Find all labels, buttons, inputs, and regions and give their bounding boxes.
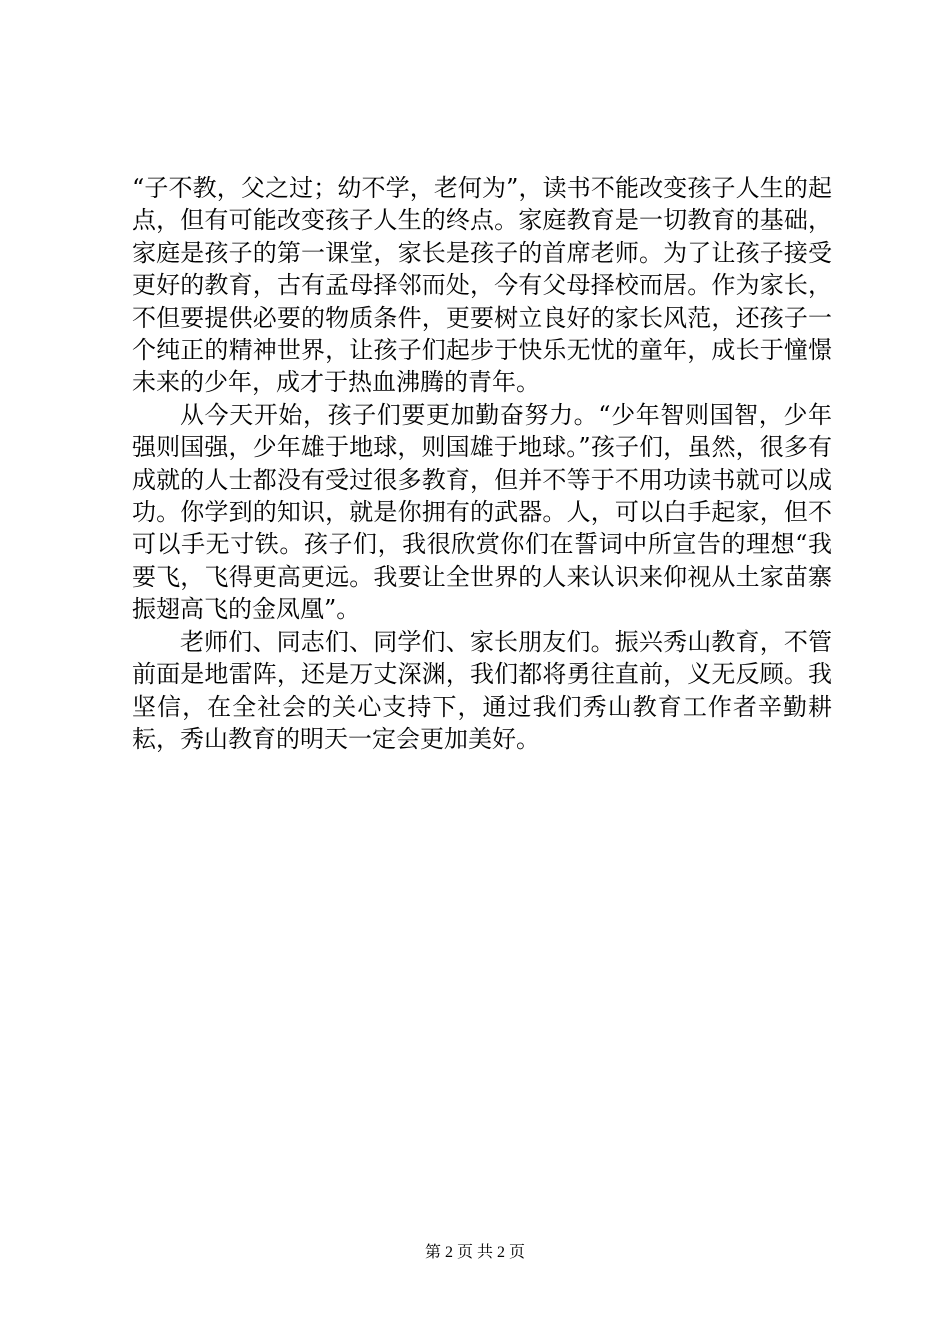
page-footer: 第 2 页 共 2 页 [424, 1244, 525, 1261]
body-text [132, 172, 832, 755]
paragraph-1: “子不教，父之过；幼不学，老何为”，读书不能改变孩子人生的起点，但有可能改变孩子人生的终点。家庭教育是一切教育的基础，家庭是孩子的第一课堂，家长是孩子的首席老师。为了让孩子接受更好的教育，古有孟母择邻而处，今有父母择校而居。作为家长，不但要提供必要的物质条件，更要树立良好的家长风范，还孩子一个纯正的精神世界，让孩子们起步于快乐无忧的童年，成长于憧憬未来的少年，成才于热血沸腾的青年。 [132, 174, 832, 397]
paragraph-3: 老师们、同志们、同学们、家长朋友们。振兴秀山教育，不管前面是地雷阵，还是万丈深渊，我们都将勇往直前，义无反顾。我坚信，在全社会的关心支持下，通过我们秀山教育工作者辛勤耕耘，秀山教育的明天一定会更加美好。 [132, 627, 832, 753]
paragraph-2: 从今天开始，孩子们要更加勤奋努力。“少年智则国智，少年强则国强，少年雄于地球，则国雄于地球。”孩子们，虽然，很多有成就的人士都没有受过很多教育，但并不等于不用功读书就可以成功。你学到的知识，就是你拥有的武器。人，可以白手起家，但不可以手无寸铁。孩子们，我很欣赏你们在誓词中所宣告的理想“我要飞，飞得更高更远。我要让全世界的人来认识来仰视从土家苗寨振翅高飞的金凤凰”。 [132, 400, 832, 624]
